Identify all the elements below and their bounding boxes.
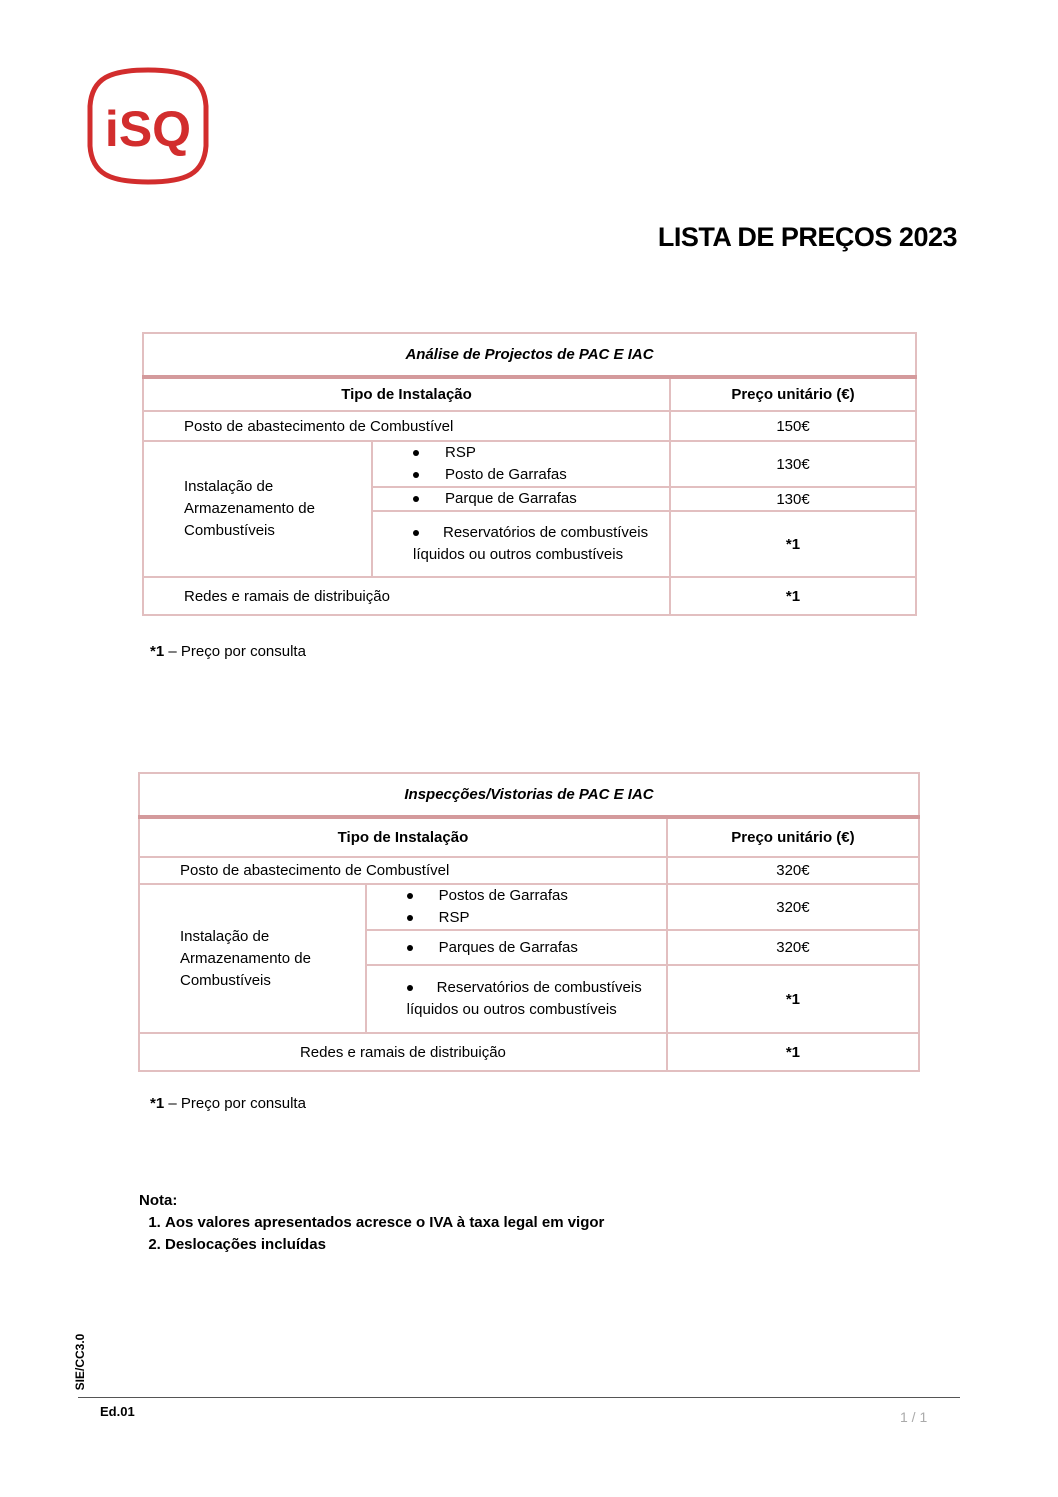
bullet-icon bbox=[413, 496, 419, 502]
header-preco: Preço unitário (€) bbox=[667, 817, 919, 857]
list-item: RSP bbox=[413, 442, 663, 464]
svg-text:iSQ: iSQ bbox=[104, 101, 192, 157]
row-price: 150€ bbox=[670, 411, 916, 441]
row-label: Redes e ramais de distribuição bbox=[143, 577, 670, 615]
note-item: 2. Deslocações incluídas bbox=[165, 1234, 604, 1256]
group-items bbox=[372, 511, 670, 577]
isq-logo bbox=[86, 66, 210, 186]
row-price: *1 bbox=[670, 577, 916, 615]
row-price: 320€ bbox=[667, 884, 919, 930]
note-item: 1. Aos valores apresentados acresce o IVA à taxa legal em vigor bbox=[165, 1212, 604, 1234]
list-item: Reservatórios de combustíveis líquidos ou outros combustíveis bbox=[406, 979, 642, 1018]
list-item: Posto de Garrafas bbox=[413, 464, 663, 486]
group-items bbox=[372, 487, 670, 511]
bullet-icon bbox=[407, 985, 413, 991]
bullet-icon bbox=[413, 450, 419, 456]
list-item: Postos de Garrafas bbox=[407, 885, 660, 907]
row-label: Posto de abastecimento de Combustível bbox=[143, 411, 670, 441]
notes-heading: Nota: bbox=[139, 1192, 178, 1209]
list-item: RSP bbox=[407, 907, 660, 929]
table-caption: Inspecções/Vistorias de PAC E IAC bbox=[139, 773, 919, 817]
header-preco: Preço unitário (€) bbox=[670, 377, 916, 411]
page-title: LISTA DE PREÇOS 2023 bbox=[657, 222, 957, 252]
bullet-icon bbox=[413, 472, 419, 478]
price-table-analise bbox=[142, 332, 917, 616]
footnote: *1 – Preço por consulta bbox=[150, 1095, 306, 1112]
price-table-inspeccoes bbox=[138, 772, 920, 1072]
header-tipo: Tipo de Instalação bbox=[139, 817, 667, 857]
list-item: Parque de Garrafas bbox=[413, 488, 663, 510]
bullet-icon bbox=[407, 893, 413, 899]
row-price: 130€ bbox=[670, 441, 916, 487]
bullet-icon bbox=[413, 530, 419, 536]
bullet-icon bbox=[407, 915, 413, 921]
list-item: Parques de Garrafas bbox=[407, 937, 660, 959]
group-items bbox=[366, 965, 667, 1033]
edition-label: Ed.01 bbox=[100, 1404, 135, 1419]
row-label: Redes e ramais de distribuição bbox=[139, 1033, 667, 1071]
row-price: 320€ bbox=[667, 857, 919, 884]
header-tipo: Tipo de Instalação bbox=[143, 377, 670, 411]
bullet-icon bbox=[407, 945, 413, 951]
group-items bbox=[366, 930, 667, 965]
group-label: Instalação de Armazenamento de Combustíveis bbox=[143, 441, 372, 577]
row-price: *1 bbox=[670, 511, 916, 577]
list-item: Reservatórios de combustíveis líquidos ou outros combustíveis bbox=[413, 524, 649, 563]
group-items bbox=[372, 441, 670, 487]
row-price: *1 bbox=[667, 965, 919, 1033]
group-items bbox=[366, 884, 667, 930]
document-code: SIE/CC3.0 bbox=[73, 1333, 87, 1391]
group-label: Instalação de Armazenamento de Combustíveis bbox=[139, 884, 366, 1033]
row-label: Posto de abastecimento de Combustível bbox=[139, 857, 667, 884]
notes-section bbox=[139, 1190, 604, 1256]
page-number: 1 / 1 bbox=[900, 1409, 928, 1425]
row-price: 320€ bbox=[667, 930, 919, 965]
table-caption: Análise de Projectos de PAC E IAC bbox=[143, 333, 916, 377]
row-price: 130€ bbox=[670, 487, 916, 511]
row-price: *1 bbox=[667, 1033, 919, 1071]
notes-list bbox=[139, 1212, 604, 1256]
footer-divider bbox=[78, 1397, 960, 1398]
footnote: *1 – Preço por consulta bbox=[150, 643, 306, 660]
